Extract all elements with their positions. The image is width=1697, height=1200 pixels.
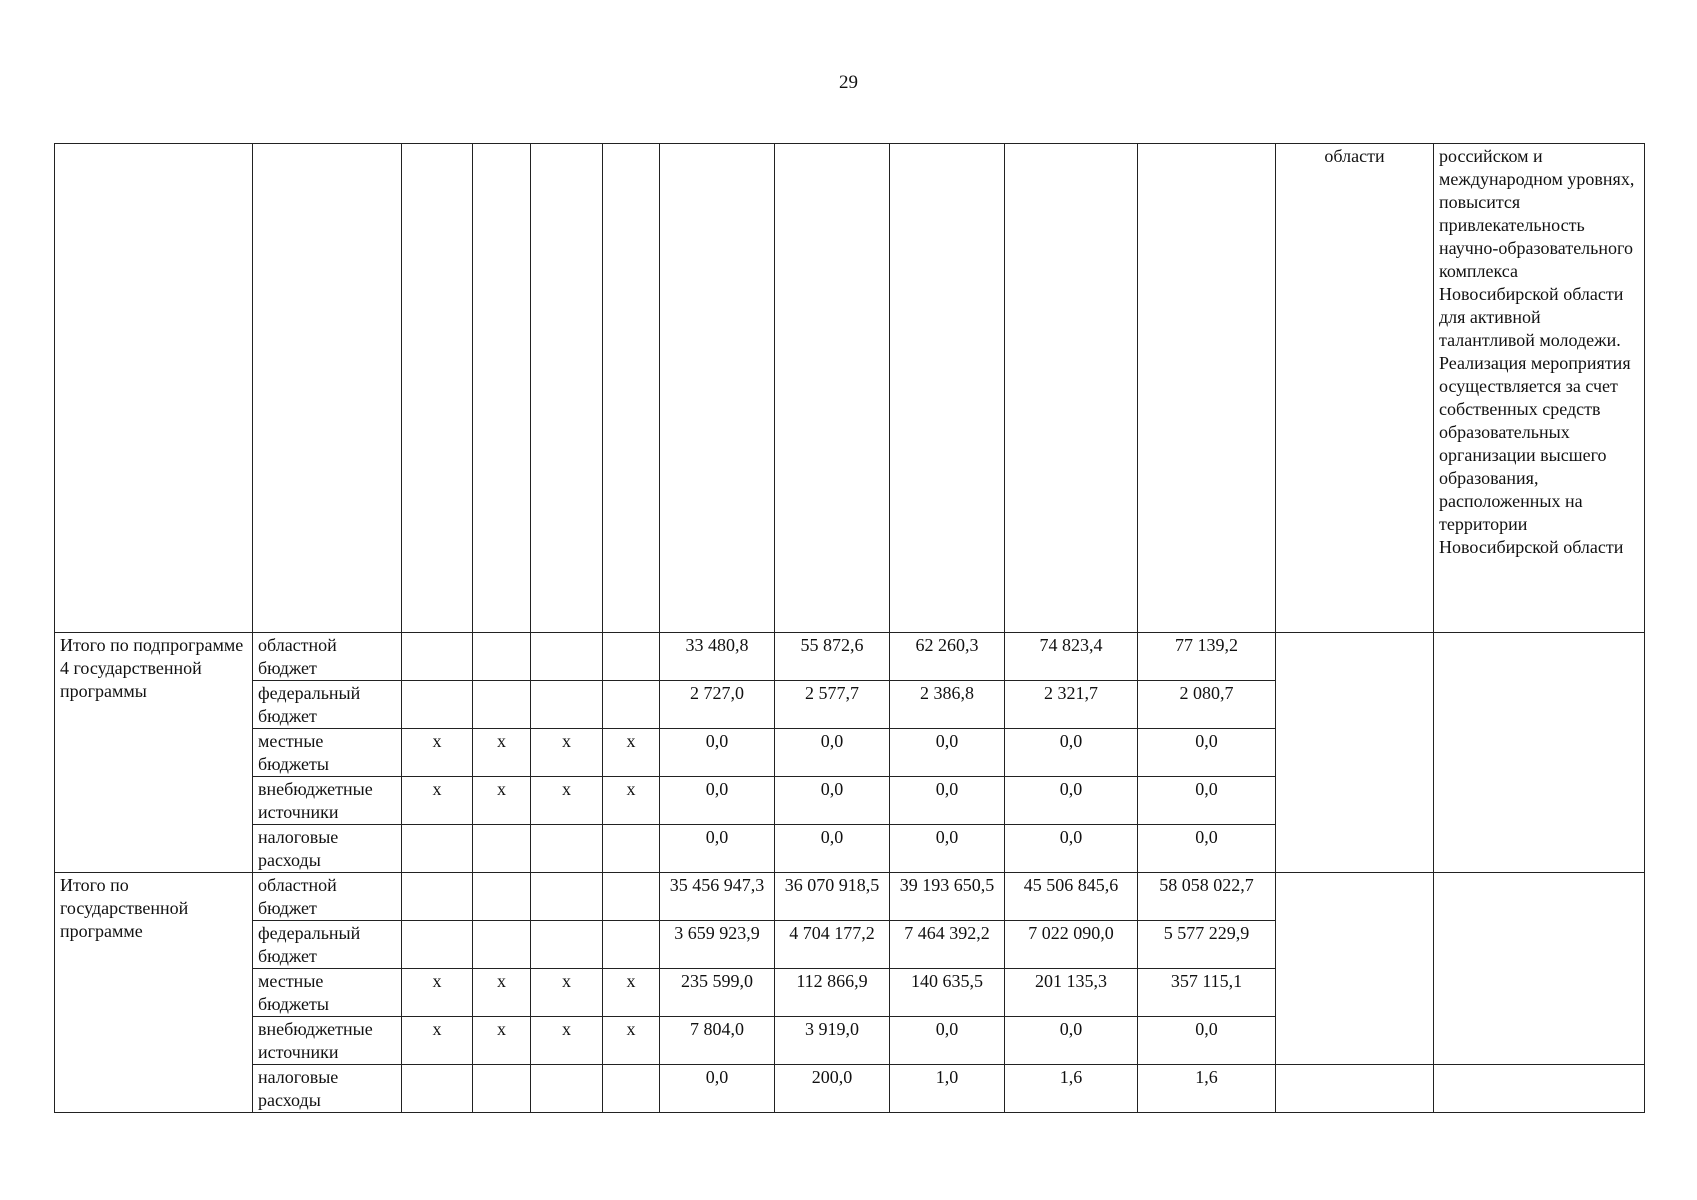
mark-cell (531, 825, 603, 873)
mark-cell (603, 873, 660, 921)
executor-cell (1276, 1065, 1434, 1113)
mark-cell (603, 633, 660, 681)
value-cell: 7 464 392,2 (890, 921, 1005, 969)
empty-cell (402, 144, 473, 633)
mark-cell (603, 825, 660, 873)
value-cell: 36 070 918,5 (775, 873, 890, 921)
value-cell: 77 139,2 (1138, 633, 1276, 681)
value-cell: 7 804,0 (660, 1017, 775, 1065)
value-cell: 62 260,3 (890, 633, 1005, 681)
mark-cell (473, 681, 531, 729)
program-funding-table (54, 143, 1645, 1113)
value-cell: 0,0 (890, 1017, 1005, 1065)
mark-cell: х (531, 777, 603, 825)
value-cell: 33 480,8 (660, 633, 775, 681)
empty-cell (473, 144, 531, 633)
value-cell: 0,0 (660, 729, 775, 777)
value-cell: 0,0 (775, 825, 890, 873)
mark-cell (402, 921, 473, 969)
value-cell: 1,6 (1138, 1065, 1276, 1113)
mark-cell (531, 633, 603, 681)
value-cell: 2 727,0 (660, 681, 775, 729)
mark-cell: х (473, 1017, 531, 1065)
value-cell: 0,0 (1138, 729, 1276, 777)
funding-source-label: областной бюджет (253, 633, 402, 681)
empty-cell (775, 144, 890, 633)
mark-cell (402, 873, 473, 921)
empty-cell (1005, 144, 1138, 633)
value-cell: 2 577,7 (775, 681, 890, 729)
table-row (55, 873, 1645, 921)
mark-cell: х (531, 969, 603, 1017)
mark-cell (603, 681, 660, 729)
mark-cell (473, 921, 531, 969)
funding-source-label: внебюджетные источники (253, 777, 402, 825)
executor-cell (1276, 873, 1434, 1065)
value-cell: 357 115,1 (1138, 969, 1276, 1017)
mark-cell (473, 1065, 531, 1113)
empty-cell (890, 144, 1005, 633)
value-cell: 39 193 650,5 (890, 873, 1005, 921)
value-cell: 45 506 845,6 (1005, 873, 1138, 921)
value-cell: 2 386,8 (890, 681, 1005, 729)
mark-cell: х (402, 729, 473, 777)
mark-cell (473, 873, 531, 921)
mark-cell: х (402, 777, 473, 825)
mark-cell (531, 1065, 603, 1113)
empty-cell (531, 144, 603, 633)
result-cell (1434, 1065, 1645, 1113)
value-cell: 201 135,3 (1005, 969, 1138, 1017)
value-cell: 0,0 (660, 825, 775, 873)
value-cell: 0,0 (890, 825, 1005, 873)
mark-cell (473, 825, 531, 873)
mark-cell: х (603, 729, 660, 777)
funding-source-label: внебюджетные источники (253, 1017, 402, 1065)
result-cell (1434, 873, 1645, 1065)
mark-cell (531, 873, 603, 921)
table-row (55, 633, 1645, 681)
continuation-row (55, 144, 1645, 633)
empty-cell (253, 144, 402, 633)
value-cell: 3 659 923,9 (660, 921, 775, 969)
value-cell: 0,0 (775, 777, 890, 825)
empty-cell (660, 144, 775, 633)
value-cell: 0,0 (1005, 1017, 1138, 1065)
value-cell: 0,0 (890, 777, 1005, 825)
value-cell: 0,0 (1005, 729, 1138, 777)
mark-cell (531, 681, 603, 729)
value-cell: 0,0 (660, 777, 775, 825)
funding-source-label: местные бюджеты (253, 729, 402, 777)
mark-cell (402, 1065, 473, 1113)
table-row (55, 1065, 1645, 1113)
value-cell: 0,0 (660, 1065, 775, 1113)
funding-source-label: налоговые расходы (253, 1065, 402, 1113)
mark-cell: х (531, 1017, 603, 1065)
page-number: 29 (839, 72, 858, 93)
value-cell: 55 872,6 (775, 633, 890, 681)
mark-cell: х (603, 969, 660, 1017)
value-cell: 0,0 (1005, 777, 1138, 825)
empty-cell (55, 144, 253, 633)
mark-cell: х (603, 1017, 660, 1065)
value-cell: 0,0 (1138, 825, 1276, 873)
value-cell: 2 321,7 (1005, 681, 1138, 729)
executor-cell (1276, 633, 1434, 873)
funding-source-label: федеральный бюджет (253, 681, 402, 729)
value-cell: 0,0 (775, 729, 890, 777)
mark-cell (531, 921, 603, 969)
value-cell: 0,0 (890, 729, 1005, 777)
mark-cell (402, 825, 473, 873)
value-cell: 74 823,4 (1005, 633, 1138, 681)
value-cell: 1,6 (1005, 1065, 1138, 1113)
mark-cell: х (402, 1017, 473, 1065)
funding-source-label: налоговые расходы (253, 825, 402, 873)
mark-cell (603, 1065, 660, 1113)
empty-cell (1138, 144, 1276, 633)
mark-cell: х (531, 729, 603, 777)
table-body (55, 144, 1645, 1113)
value-cell: 0,0 (1005, 825, 1138, 873)
value-cell: 0,0 (1138, 777, 1276, 825)
group-title-cell: Итого по подпрограмме 4 государственной программы (55, 633, 253, 873)
mark-cell: х (473, 777, 531, 825)
value-cell: 4 704 177,2 (775, 921, 890, 969)
value-cell: 3 919,0 (775, 1017, 890, 1065)
mark-cell: х (473, 969, 531, 1017)
value-cell: 2 080,7 (1138, 681, 1276, 729)
mark-cell (402, 633, 473, 681)
mark-cell (402, 681, 473, 729)
mark-cell: х (473, 729, 531, 777)
mark-cell: х (603, 777, 660, 825)
funding-source-label: местные бюджеты (253, 969, 402, 1017)
value-cell: 140 635,5 (890, 969, 1005, 1017)
value-cell: 5 577 229,9 (1138, 921, 1276, 969)
value-cell: 0,0 (1138, 1017, 1276, 1065)
value-cell: 200,0 (775, 1065, 890, 1113)
value-cell: 235 599,0 (660, 969, 775, 1017)
funding-source-label: федеральный бюджет (253, 921, 402, 969)
value-cell: 1,0 (890, 1065, 1005, 1113)
group-title-cell: Итого по государственной программе (55, 873, 253, 1113)
result-cell (1434, 633, 1645, 873)
mark-cell: х (402, 969, 473, 1017)
mark-cell (603, 921, 660, 969)
expected-result-cell: российском и международном уровнях, повысится привлекательность научно-образовательного комплекса Новосибирской области для активной талантливой молодежи. Реализация мероприятия осуществляется за счет собственных средств образовательных организации высшего образования, расположенных на территории Новосибирской области (1434, 144, 1645, 633)
value-cell: 35 456 947,3 (660, 873, 775, 921)
mark-cell (473, 633, 531, 681)
empty-cell (603, 144, 660, 633)
funding-source-label: областной бюджет (253, 873, 402, 921)
value-cell: 58 058 022,7 (1138, 873, 1276, 921)
value-cell: 7 022 090,0 (1005, 921, 1138, 969)
value-cell: 112 866,9 (775, 969, 890, 1017)
executor-cell: области (1276, 144, 1434, 633)
